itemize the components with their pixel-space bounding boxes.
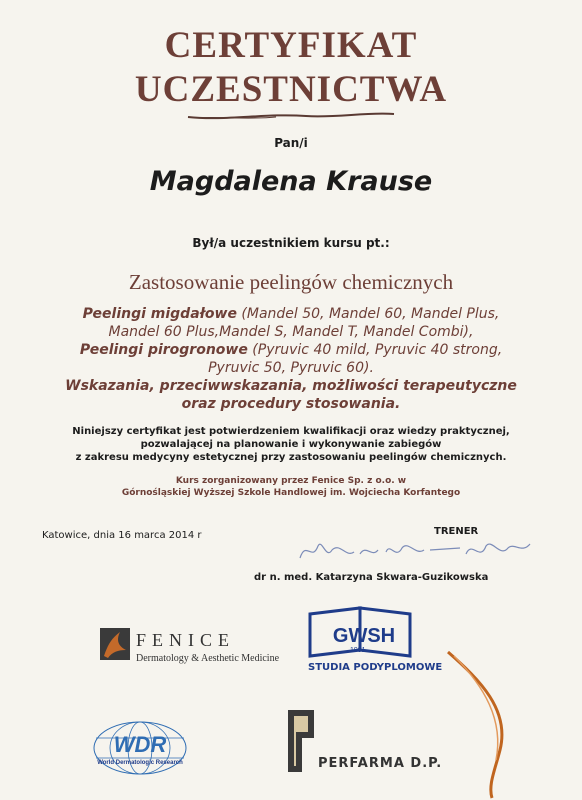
trainer-name: dr n. med. Katarzyna Skwara-Guzikowska [254, 572, 489, 583]
organizer-line: Górnośląskiej Wyższej Szkole Handlowej im. Wojciecha Korfantego [121, 488, 461, 498]
perfarma-mark-icon [286, 708, 316, 774]
pyruvic-label: Peelingi pirogronowe [79, 342, 248, 358]
almond-list-1: (Mandel 50, Mandel 60, Mandel Plus, [236, 306, 500, 322]
organizer-info [0, 475, 582, 499]
wsh-subtitle: STUDIA PODYPLOMOWE [308, 662, 443, 673]
perfarma-text: PERFARMA D.P. [318, 756, 443, 771]
fenice-mark-icon [100, 628, 130, 660]
wsh-year: 1991 [350, 647, 366, 654]
wdr-text: WDR [113, 732, 167, 757]
recipient-name: Magdalena Krause [149, 166, 433, 197]
wsh-text: GWSH [332, 625, 396, 647]
statement-line: Niniejszy certyfikat jest potwierdzeniem kwalifikacji oraz wiedzy praktycznej, [72, 426, 510, 437]
almond-label: Peelingi migdałowe [82, 306, 237, 322]
date-place: Katowice, dnia 16 marca 2014 r [42, 530, 202, 541]
salutation: Pan/i [274, 136, 308, 150]
pyruvic-list-1: (Pyruvic 40 mild, Pyruvic 40 strong, [247, 342, 503, 358]
course-title: Zastosowanie peelingów chemicznych [128, 270, 454, 294]
certificate-statement [0, 425, 582, 464]
fenice-logo [100, 628, 280, 664]
decorative-swoosh [440, 650, 520, 800]
certificate-title-line1: CERTYFIKAT [164, 25, 418, 66]
statement-line: z zakresu medycyny estetycznej przy zastosowaniu peelingów chemicznych. [75, 452, 507, 463]
wdr-subtitle: World Dermatologic Research [97, 760, 183, 766]
participant-text: Był/a uczestnikiem kursu pt.: [192, 236, 390, 250]
almond-list-2: Mandel 60 Plus,Mandel S, Mandel T, Mandel Combi), [108, 324, 474, 340]
indications-line-2: oraz procedury stosowania. [181, 396, 401, 412]
indications-line-1: Wskazania, przeciwwskazania, możliwości terapeutyczne [65, 378, 517, 394]
organizer-line: Kurs zorganizowany przez Fenice Sp. z o.o. w [175, 476, 407, 486]
fenice-subtitle: Dermatology & Aesthetic Medicine [136, 653, 280, 664]
title-flourish [186, 108, 396, 122]
pyruvic-line-1 [0, 341, 582, 359]
statement-line: pozwalającej na planowanie i wykonywanie zabiegów [140, 439, 442, 450]
course-description [0, 305, 582, 413]
trainer-label: TRENER [434, 526, 479, 537]
wdr-logo [90, 718, 190, 780]
almond-line-1 [0, 305, 582, 323]
certificate-title-line2: UCZESTNICTWA [134, 69, 448, 110]
wsh-logo [306, 606, 416, 662]
fenice-name: FENICE [136, 630, 235, 650]
trainer-signature [290, 532, 540, 568]
pyruvic-list-2: Pyruvic 50, Pyruvic 60). [208, 360, 374, 376]
